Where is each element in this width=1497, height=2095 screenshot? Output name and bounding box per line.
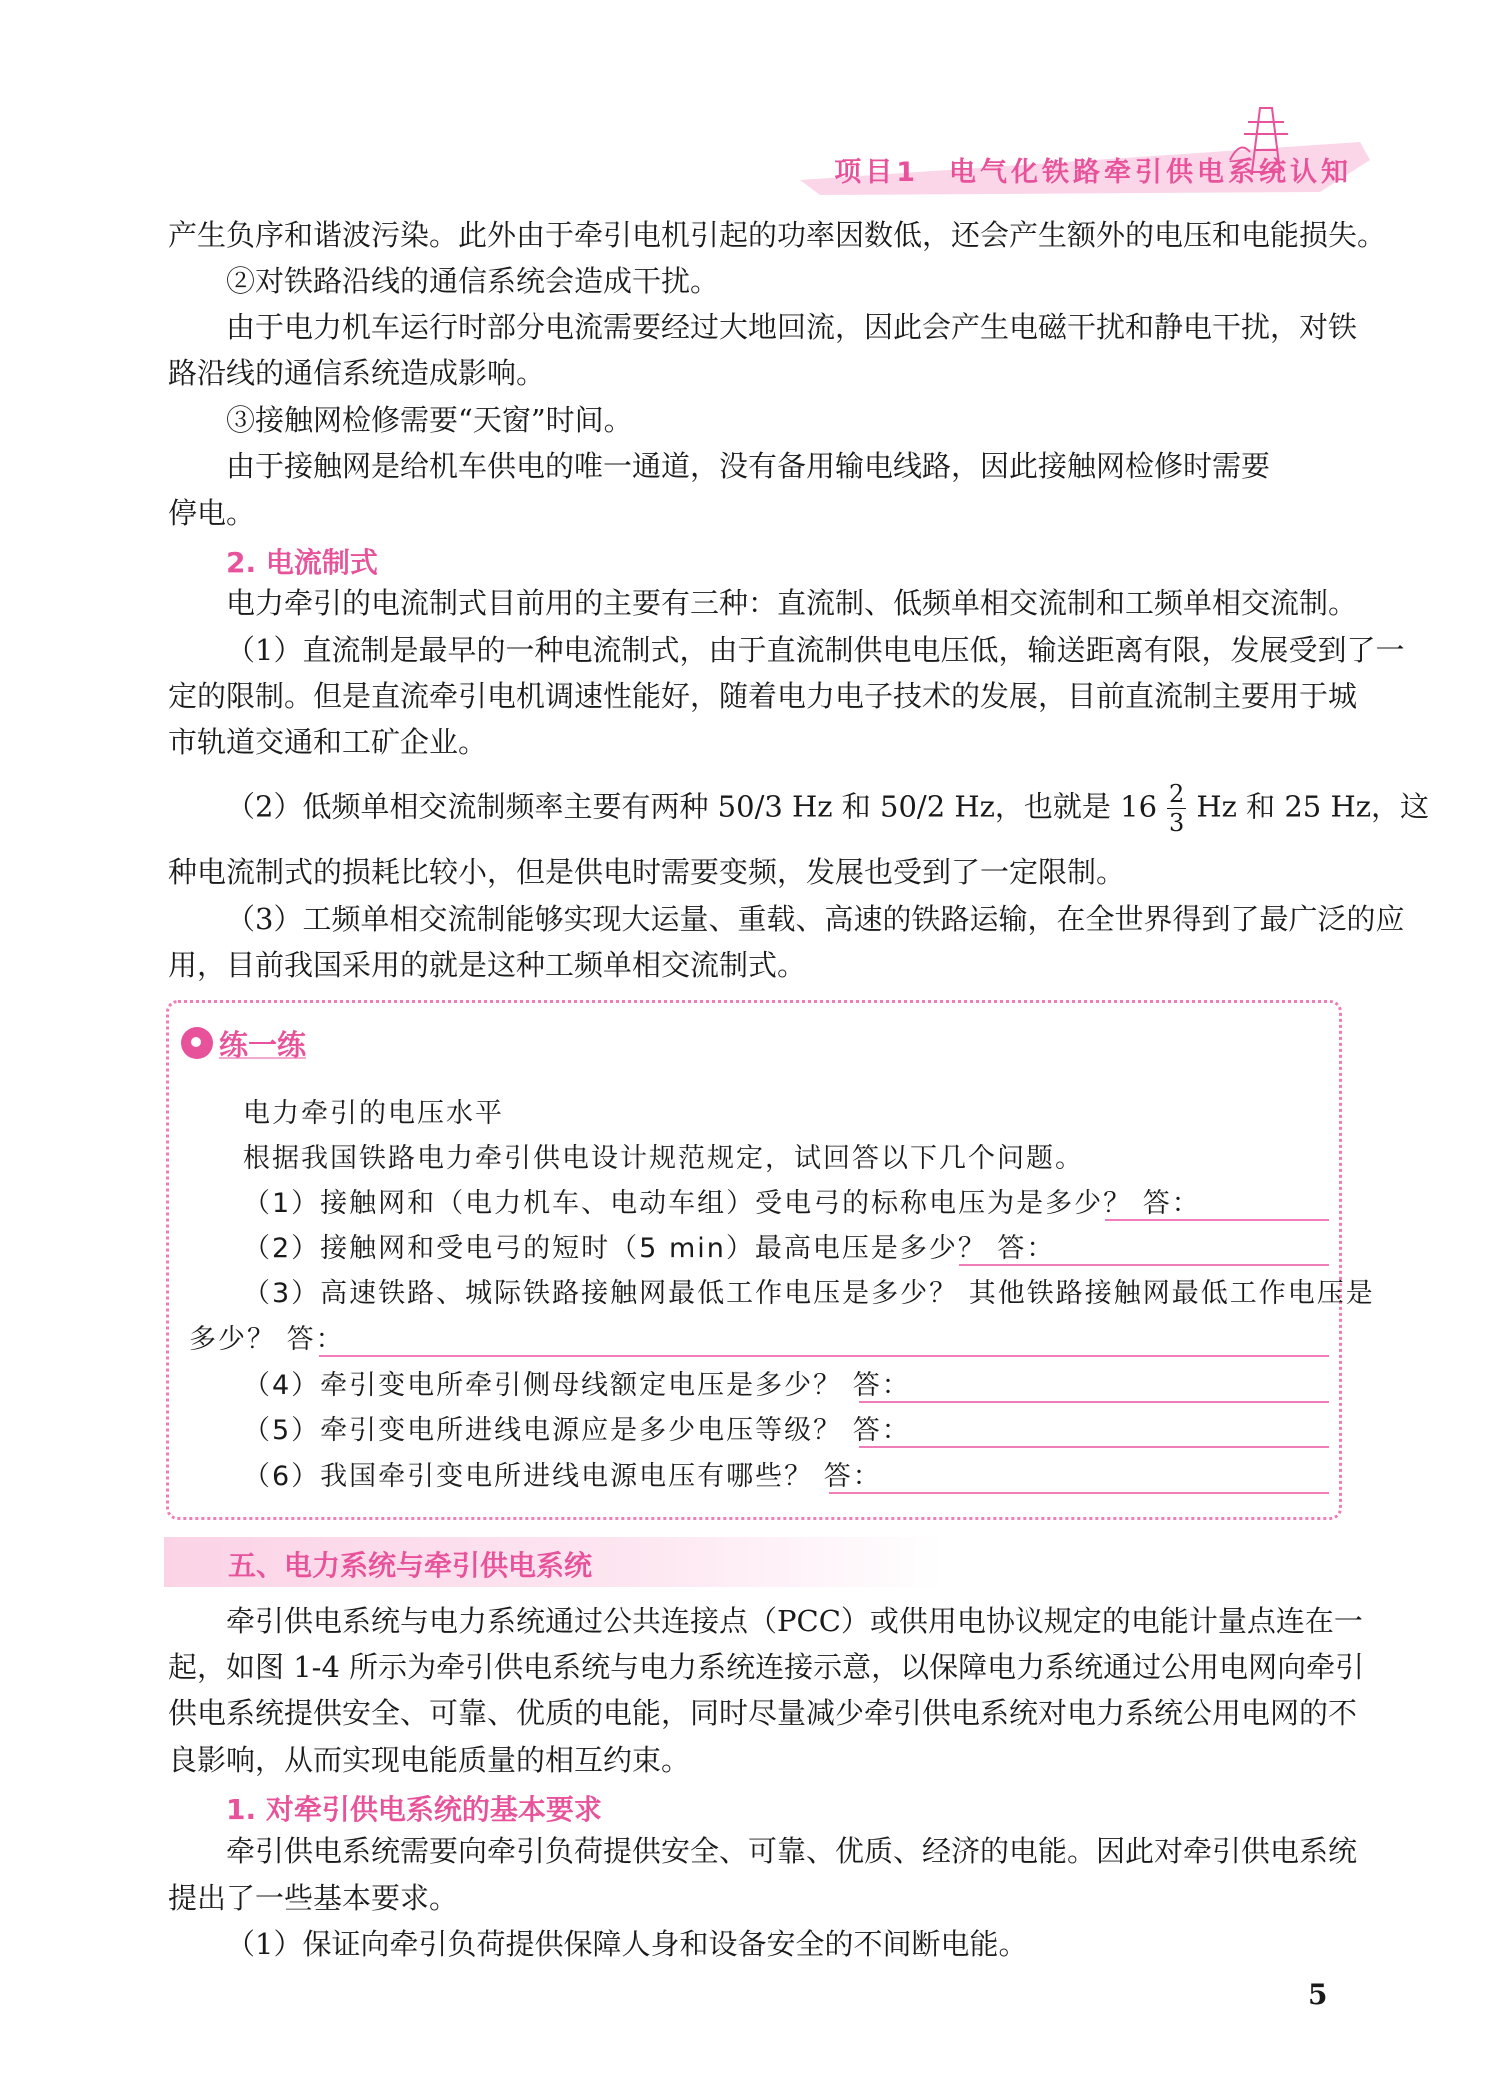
paragraph-line: 种电流制式的损耗比较小，但是供电时需要变频，发展也受到了一定限制。 xyxy=(168,855,1126,889)
header-chapter: 电气化铁路牵引供电系统认知 xyxy=(949,157,1352,188)
practice-label: 练一练 xyxy=(219,1028,307,1062)
section-heading-band xyxy=(164,1537,944,1587)
paragraph-line: ②对铁路沿线的通信系统会造成干扰。 xyxy=(226,264,720,298)
paragraph-line: 市轨道交通和工矿企业。 xyxy=(168,725,488,759)
answer-blank-4[interactable] xyxy=(859,1401,1329,1403)
question-3-continued: 多少？ 答： xyxy=(189,1324,345,1355)
text-span: Hz 和 25 Hz，这 xyxy=(1196,789,1430,824)
speech-bubble-icon xyxy=(181,1027,213,1059)
answer-blank-5[interactable] xyxy=(859,1446,1329,1448)
header-title xyxy=(834,150,1352,189)
fraction-numerator: 2 xyxy=(1169,780,1185,808)
paragraph-line: 用，目前我国采用的就是这种工频单相交流制式。 xyxy=(168,948,807,982)
answer-blank-1[interactable] xyxy=(1105,1219,1329,1221)
paragraph-line: 牵引供电系统需要向牵引负荷提供安全、可靠、优质、经济的电能。因此对牵引供电系统 xyxy=(226,1834,1358,1868)
paragraph-line: 电力牵引的电流制式目前用的主要有三种：直流制、低频单相交流制和工频单相交流制。 xyxy=(226,586,1358,620)
answer-blank-3[interactable] xyxy=(319,1355,1329,1357)
paragraph-line: 定的限制。但是直流牵引电机调速性能好，随着电力电子技术的发展，目前直流制主要用于城 xyxy=(168,679,1358,713)
paragraph-line: 良影响，从而实现电能质量的相互约束。 xyxy=(168,1743,691,1777)
paragraph-line: （3）工频单相交流制能够实现大运量、重载、高速的铁路运输，在全世界得到了最广泛的应 xyxy=(226,902,1405,936)
practice-topic: 电力牵引的电压水平 xyxy=(243,1098,504,1129)
paragraph-line: 由于电力机车运行时部分电流需要经过大地回流，因此会产生电磁干扰和静电干扰，对铁 xyxy=(226,310,1358,344)
header-project: 项目1 xyxy=(834,157,919,188)
paragraph-line: （1）直流制是最早的一种电流制式，由于直流制供电电压低，输送距离有限，发展受到了一 xyxy=(226,633,1405,667)
fraction xyxy=(1167,780,1186,837)
question-4: （4）牵引变电所牵引侧母线额定电压是多少？ 答： xyxy=(243,1370,911,1401)
subsection-heading: 1. 对牵引供电系统的基本要求 xyxy=(226,1793,602,1826)
fraction-denominator: 3 xyxy=(1169,809,1185,837)
practice-intro: 根据我国铁路电力牵引供电设计规范规定，试回答以下几个问题。 xyxy=(243,1143,1084,1174)
paragraph-line: 停电。 xyxy=(168,496,256,530)
paragraph-line: 路沿线的通信系统造成影响。 xyxy=(168,356,546,390)
section-title: 五、电力系统与牵引供电系统 xyxy=(228,1549,593,1582)
subsection-heading: 2. 电流制式 xyxy=(226,546,378,579)
practice-box xyxy=(166,1000,1375,1520)
running-header xyxy=(760,100,1380,195)
paragraph-line-with-fraction xyxy=(168,780,1430,837)
page-number: 5 xyxy=(1308,1978,1328,2011)
question-3: （3）高速铁路、城际铁路接触网最低工作电压是多少？ 其他铁路接触网最低工作电压是 xyxy=(243,1278,1375,1309)
paragraph-line: 由于接触网是给机车供电的唯一通道，没有备用输电线路，因此接触网检修时需要 xyxy=(226,449,1271,483)
question-5: （5）牵引变电所进线电源应是多少电压等级？ 答： xyxy=(243,1415,911,1446)
paragraph-line: （1）保证向牵引负荷提供保障人身和设备安全的不间断电能。 xyxy=(226,1927,1028,1961)
answer-blank-2[interactable] xyxy=(959,1264,1329,1266)
question-2: （2）接触网和受电弓的短时（5 min）最高电压是多少？ 答： xyxy=(243,1233,1056,1264)
paragraph-line: 供电系统提供安全、可靠、优质的电能，同时尽量减少牵引供电系统对电力系统公用电网的不 xyxy=(168,1696,1358,1730)
paragraph-line: 起，如图 1-4 所示为牵引供电系统与电力系统连接示意，以保障电力系统通过公用电网向牵引 xyxy=(168,1650,1365,1684)
paragraph-line: 产生负序和谐波污染。此外由于牵引电机引起的功率因数低，还会产生额外的电压和电能损失。 xyxy=(168,218,1387,252)
question-1: （1）接触网和（电力机车、电动车组）受电弓的标称电压为是多少？ 答： xyxy=(243,1188,1201,1219)
paragraph-line: ③接触网检修需要“天窗”时间。 xyxy=(226,403,633,437)
question-6: （6）我国牵引变电所进线电源电压有哪些？ 答： xyxy=(243,1461,882,1492)
answer-blank-6[interactable] xyxy=(829,1492,1329,1494)
text-span: （2）低频单相交流制频率主要有两种 50/3 Hz 和 50/2 Hz，也就是 16 xyxy=(226,789,1158,824)
paragraph-line: 牵引供电系统与电力系统通过公共连接点（PCC）或供用电协议规定的电能计量点连在一 xyxy=(226,1604,1363,1638)
paragraph-line: 提出了一些基本要求。 xyxy=(168,1881,459,1915)
